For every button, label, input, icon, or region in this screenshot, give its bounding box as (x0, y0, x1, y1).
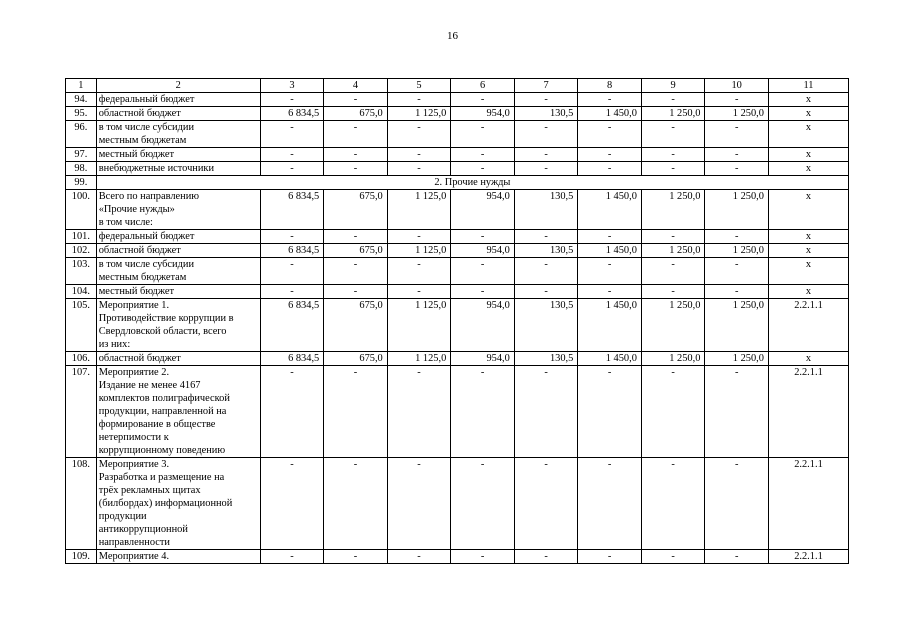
value-cell: - (705, 258, 769, 285)
value-cell: - (514, 121, 578, 148)
row-number: 99. (66, 176, 97, 190)
row-label (96, 366, 260, 458)
row-label-line: трёх рекламных щитах (98, 485, 201, 496)
budget-table (65, 78, 849, 564)
value-cell: - (705, 458, 769, 550)
value-cell: - (260, 148, 324, 162)
row-label-line: Мероприятие 1. (98, 300, 170, 311)
value-cell: - (451, 458, 515, 550)
value-cell: - (451, 148, 515, 162)
row-number: 105. (66, 299, 97, 352)
value-cell: 954,0 (451, 352, 515, 366)
row-label-line: местным бюджетам (98, 135, 187, 146)
value-cell: 130,5 (514, 244, 578, 258)
target-cell: x (768, 352, 848, 366)
value-cell: - (578, 458, 642, 550)
header-cell: 11 (768, 79, 848, 93)
row-label-line: местный бюджет (98, 149, 175, 160)
row-label-line: из них: (98, 339, 131, 350)
value-cell: - (387, 121, 451, 148)
value-cell: 6 834,5 (260, 190, 324, 230)
value-cell: 1 450,0 (578, 244, 642, 258)
value-cell: - (641, 230, 705, 244)
value-cell: 1 125,0 (387, 244, 451, 258)
row-label-line: продукции, направленной на (98, 406, 227, 417)
row-number: 100. (66, 190, 97, 230)
value-cell: 675,0 (324, 107, 388, 121)
table-row (66, 121, 849, 148)
value-cell: 954,0 (451, 190, 515, 230)
row-label-line: Противодействие коррупции в (98, 313, 234, 324)
value-cell: 1 250,0 (641, 190, 705, 230)
table-row (66, 258, 849, 285)
row-number: 95. (66, 107, 97, 121)
value-cell: - (641, 93, 705, 107)
value-cell: 6 834,5 (260, 107, 324, 121)
value-cell: - (324, 148, 388, 162)
target-cell: x (768, 190, 848, 230)
value-cell: - (324, 121, 388, 148)
row-label-line: в том числе субсидии (98, 259, 195, 270)
value-cell: 1 250,0 (705, 190, 769, 230)
value-cell: 1 250,0 (641, 352, 705, 366)
header-cell: 5 (387, 79, 451, 93)
row-label (96, 299, 260, 352)
value-cell: - (514, 162, 578, 176)
value-cell: - (514, 230, 578, 244)
value-cell: - (324, 162, 388, 176)
value-cell: - (641, 458, 705, 550)
value-cell: 675,0 (324, 299, 388, 352)
row-label (96, 162, 260, 176)
value-cell: - (578, 93, 642, 107)
row-number: 96. (66, 121, 97, 148)
row-label-line: Мероприятие 3. (98, 459, 170, 470)
row-label-line: областной бюджет (98, 108, 181, 119)
value-cell: - (578, 162, 642, 176)
row-number: 102. (66, 244, 97, 258)
row-number: 108. (66, 458, 97, 550)
row-number: 97. (66, 148, 97, 162)
value-cell: - (260, 550, 324, 564)
row-label-line: Мероприятие 4. (98, 551, 170, 562)
target-cell: x (768, 285, 848, 299)
value-cell: - (578, 258, 642, 285)
target-cell: x (768, 162, 848, 176)
value-cell: - (578, 230, 642, 244)
section-title: 2. Прочие нужды (96, 176, 848, 190)
row-label-line: Издание не менее 4167 (98, 380, 201, 391)
value-cell: - (578, 366, 642, 458)
header-cell: 1 (66, 79, 97, 93)
row-label-line: коррупционному поведению (98, 445, 226, 456)
table-row (66, 176, 849, 190)
value-cell: - (705, 285, 769, 299)
row-label (96, 230, 260, 244)
row-number: 109. (66, 550, 97, 564)
value-cell: - (387, 93, 451, 107)
value-cell: 6 834,5 (260, 299, 324, 352)
value-cell: - (387, 230, 451, 244)
value-cell: - (451, 162, 515, 176)
value-cell: - (451, 258, 515, 285)
value-cell: - (387, 162, 451, 176)
value-cell: - (260, 366, 324, 458)
value-cell: - (514, 93, 578, 107)
value-cell: - (260, 162, 324, 176)
table-row (66, 458, 849, 550)
row-label (96, 352, 260, 366)
row-label-line: направленности (98, 537, 170, 548)
value-cell: 130,5 (514, 299, 578, 352)
value-cell: - (387, 285, 451, 299)
value-cell: - (324, 550, 388, 564)
value-cell: 1 250,0 (705, 299, 769, 352)
row-label (96, 190, 260, 230)
value-cell: 130,5 (514, 352, 578, 366)
value-cell: - (641, 162, 705, 176)
row-label-line: Всего по направлению (98, 191, 200, 202)
target-cell: x (768, 121, 848, 148)
table-row (66, 244, 849, 258)
header-cell: 9 (641, 79, 705, 93)
value-cell: 954,0 (451, 244, 515, 258)
table-row (66, 148, 849, 162)
value-cell: - (451, 121, 515, 148)
value-cell: 1 450,0 (578, 352, 642, 366)
row-number: 94. (66, 93, 97, 107)
target-cell: x (768, 107, 848, 121)
table-row (66, 190, 849, 230)
table-row (66, 162, 849, 176)
row-label (96, 148, 260, 162)
row-number: 98. (66, 162, 97, 176)
row-label-line: формирование в обществе (98, 419, 216, 430)
row-label-line: (билбордах) информационной (98, 498, 233, 509)
value-cell: - (451, 550, 515, 564)
value-cell: - (578, 285, 642, 299)
row-label-line: федеральный бюджет (98, 231, 195, 242)
value-cell: - (451, 230, 515, 244)
value-cell: 1 250,0 (705, 244, 769, 258)
value-cell: 954,0 (451, 107, 515, 121)
table-row (66, 550, 849, 564)
value-cell: - (514, 458, 578, 550)
header-cell: 2 (96, 79, 260, 93)
target-cell: 2.2.1.1 (768, 366, 848, 458)
value-cell: - (705, 230, 769, 244)
value-cell: - (641, 285, 705, 299)
row-label (96, 285, 260, 299)
target-cell: 2.2.1.1 (768, 458, 848, 550)
value-cell: 130,5 (514, 107, 578, 121)
value-cell: - (641, 148, 705, 162)
value-cell: - (705, 550, 769, 564)
row-number: 101. (66, 230, 97, 244)
row-label-line: местным бюджетам (98, 272, 187, 283)
value-cell: - (514, 258, 578, 285)
value-cell: 1 125,0 (387, 107, 451, 121)
value-cell: - (451, 366, 515, 458)
row-label (96, 550, 260, 564)
value-cell: - (260, 285, 324, 299)
value-cell: - (387, 458, 451, 550)
row-label-line: федеральный бюджет (98, 94, 195, 105)
value-cell: - (514, 366, 578, 458)
target-cell: 2.2.1.1 (768, 299, 848, 352)
target-cell: x (768, 148, 848, 162)
target-cell: x (768, 244, 848, 258)
row-label (96, 244, 260, 258)
value-cell: 1 450,0 (578, 299, 642, 352)
value-cell: - (324, 258, 388, 285)
table-row (66, 299, 849, 352)
row-label (96, 458, 260, 550)
value-cell: 954,0 (451, 299, 515, 352)
value-cell: 1 250,0 (641, 244, 705, 258)
value-cell: - (387, 550, 451, 564)
row-label (96, 258, 260, 285)
value-cell: - (705, 148, 769, 162)
value-cell: 675,0 (324, 244, 388, 258)
value-cell: - (705, 162, 769, 176)
value-cell: - (705, 366, 769, 458)
value-cell: - (641, 550, 705, 564)
header-cell: 7 (514, 79, 578, 93)
value-cell: - (451, 285, 515, 299)
header-cell: 10 (705, 79, 769, 93)
target-cell: x (768, 230, 848, 244)
row-label-line: продукции (98, 511, 147, 522)
row-label-line: в том числе субсидии (98, 122, 195, 133)
row-number: 107. (66, 366, 97, 458)
table-row (66, 107, 849, 121)
header-cell: 8 (578, 79, 642, 93)
row-label-line: Мероприятие 2. (98, 367, 170, 378)
row-number: 103. (66, 258, 97, 285)
value-cell: 6 834,5 (260, 352, 324, 366)
value-cell: 1 250,0 (641, 299, 705, 352)
row-label (96, 93, 260, 107)
value-cell: 1 250,0 (705, 352, 769, 366)
value-cell: 1 125,0 (387, 190, 451, 230)
value-cell: - (705, 93, 769, 107)
value-cell: - (324, 93, 388, 107)
value-cell: - (578, 148, 642, 162)
value-cell: 1 250,0 (641, 107, 705, 121)
target-cell: x (768, 93, 848, 107)
value-cell: - (641, 121, 705, 148)
header-row (66, 79, 849, 93)
row-label-line: внебюджетные источники (98, 163, 215, 174)
table-row (66, 93, 849, 107)
row-label (96, 107, 260, 121)
value-cell: - (578, 550, 642, 564)
value-cell: - (387, 148, 451, 162)
value-cell: - (324, 230, 388, 244)
table-row (66, 285, 849, 299)
table-row (66, 230, 849, 244)
row-label-line: областной бюджет (98, 353, 181, 364)
row-label-line: местный бюджет (98, 286, 175, 297)
row-label-line: комплектов полиграфической (98, 393, 230, 404)
page-number: 16 (447, 30, 458, 42)
row-label-line: в том числе: (98, 217, 153, 228)
value-cell: - (387, 366, 451, 458)
value-cell: - (260, 121, 324, 148)
value-cell: 1 125,0 (387, 352, 451, 366)
row-label-line: нетерпимости к (98, 432, 169, 443)
value-cell: 675,0 (324, 190, 388, 230)
value-cell: - (705, 121, 769, 148)
value-cell: - (260, 230, 324, 244)
target-cell: 2.2.1.1 (768, 550, 848, 564)
table-row (66, 366, 849, 458)
value-cell: 1 450,0 (578, 107, 642, 121)
value-cell: 6 834,5 (260, 244, 324, 258)
target-cell: x (768, 258, 848, 285)
value-cell: - (324, 285, 388, 299)
value-cell: - (387, 258, 451, 285)
value-cell: - (514, 550, 578, 564)
value-cell: - (260, 93, 324, 107)
row-label-line: «Прочие нужды» (98, 204, 175, 215)
value-cell: - (260, 258, 324, 285)
row-label-line: областной бюджет (98, 245, 181, 256)
header-cell: 4 (324, 79, 388, 93)
value-cell: 1 250,0 (705, 107, 769, 121)
value-cell: 1 125,0 (387, 299, 451, 352)
row-label-line: Разработка и размещение на (98, 472, 225, 483)
row-label-line: антикоррупционной (98, 524, 188, 535)
value-cell: - (641, 366, 705, 458)
value-cell: - (641, 258, 705, 285)
row-label-line: Свердловской области, всего (98, 326, 227, 337)
value-cell: 675,0 (324, 352, 388, 366)
value-cell: - (451, 93, 515, 107)
row-number: 106. (66, 352, 97, 366)
header-cell: 3 (260, 79, 324, 93)
value-cell: - (514, 148, 578, 162)
header-cell: 6 (451, 79, 515, 93)
value-cell: 1 450,0 (578, 190, 642, 230)
value-cell: - (260, 458, 324, 550)
value-cell: - (324, 366, 388, 458)
row-number: 104. (66, 285, 97, 299)
value-cell: 130,5 (514, 190, 578, 230)
row-label (96, 121, 260, 148)
table-row (66, 352, 849, 366)
value-cell: - (578, 121, 642, 148)
value-cell: - (514, 285, 578, 299)
value-cell: - (324, 458, 388, 550)
